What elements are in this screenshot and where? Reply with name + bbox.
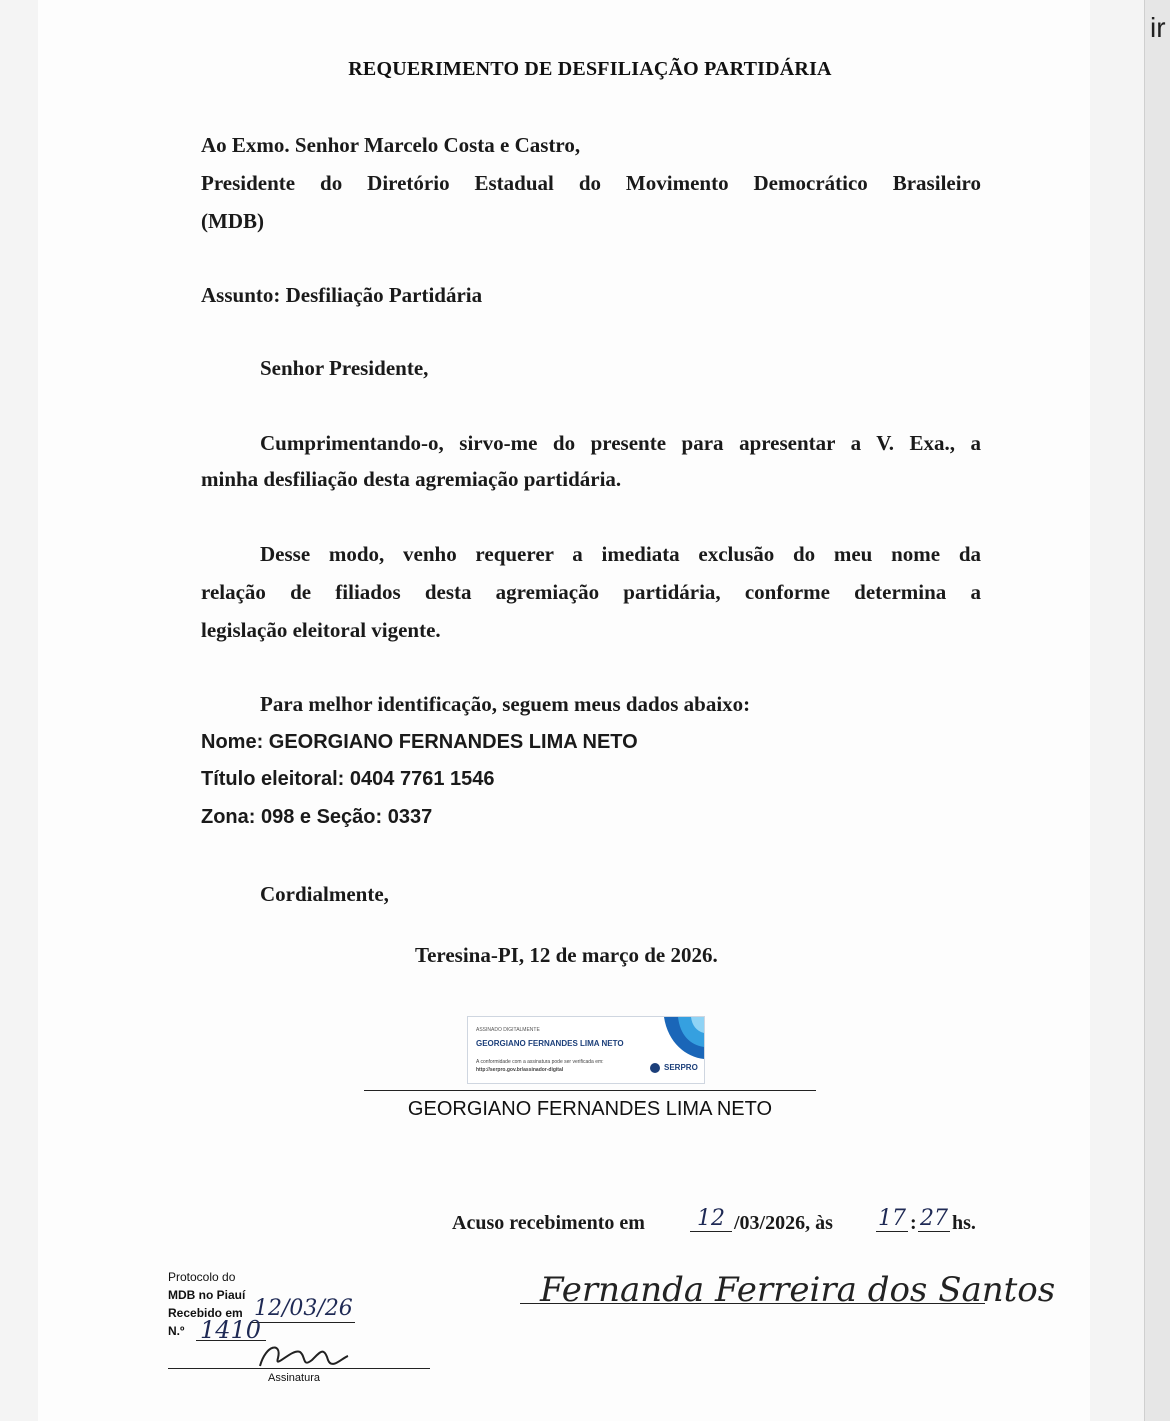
receipt-month-year: /03/2026, às — [734, 1212, 833, 1234]
stamp-date-line — [250, 1322, 355, 1323]
closing: Cordialmente, — [260, 882, 389, 906]
receipt-suffix: hs. — [952, 1212, 976, 1234]
paragraph-2-line-2: relação de filiados desta agremiação partidária, conforme determina a — [201, 580, 981, 604]
receipt-prefix: Acuso recebimento em — [452, 1212, 645, 1234]
stamp-line-1: Protocolo do — [168, 1270, 236, 1284]
data-zona-secao: Zona: 098 e Seção: 0337 — [201, 806, 433, 828]
serpro-brand: SERPRO — [664, 1063, 698, 1072]
subject-line: Assunto: Desfiliação Partidária — [201, 283, 483, 307]
serpro-logo-icon — [650, 1063, 660, 1073]
stamp-line-2: MDB no Piauí — [168, 1288, 246, 1302]
paragraph-1-line-2: minha desfiliação desta agremiação partidária. — [201, 467, 622, 491]
digital-signature-seal — [467, 1016, 705, 1084]
recipient-line-2: Presidente do Diretório Estadual do Movimento Democrático Brasileiro — [201, 171, 981, 195]
receipt-minute: 27 — [920, 1206, 948, 1231]
seal-label: ASSINADO DIGITALMENTE — [476, 1027, 540, 1033]
seal-verification-url: http://serpro.gov.br/assinador-digital — [476, 1067, 564, 1073]
paragraph-2-line-1: Desse modo, venho requerer a imediata exclusão do meu nome da — [260, 542, 981, 566]
adjacent-panel-edge — [1144, 0, 1170, 1421]
data-titulo-eleitoral: Título eleitoral: 0404 7761 1546 — [201, 768, 495, 790]
paragraph-1-line-1: Cumprimentando-o, sirvo-me do presente para apresentar a V. Exa., a — [260, 431, 981, 455]
receipt-hour: 17 — [878, 1206, 906, 1231]
salutation: Senhor Presidente, — [260, 356, 429, 380]
signer-name: GEORGIANO FERNANDES LIMA NETO — [407, 1098, 773, 1120]
stamp-signature-line — [168, 1368, 430, 1369]
stamp-number: 1410 — [200, 1316, 262, 1344]
receipt-colon: : — [910, 1212, 917, 1234]
receipt-day: 12 — [690, 1206, 732, 1232]
receiver-signature-line — [520, 1303, 985, 1304]
signature-line — [364, 1090, 816, 1091]
seal-signer-name: GEORGIANO FERNANDES LIMA NETO — [476, 1039, 624, 1048]
seal-wave-icon — [646, 1017, 704, 1059]
stamp-received-label: Recebido em — [168, 1306, 243, 1320]
stamp-received-date: 12/03/26 — [254, 1296, 353, 1321]
place-date: Teresina-PI, 12 de março de 2026. — [415, 943, 718, 967]
data-nome: Nome: GEORGIANO FERNANDES LIMA NETO — [201, 731, 638, 753]
recipient-line-1: Ao Exmo. Senhor Marcelo Costa e Castro, — [201, 133, 581, 157]
recipient-line-3: (MDB) — [201, 209, 264, 233]
paragraph-2-line-3: legislação eleitoral vigente. — [201, 618, 441, 642]
document-title: REQUERIMENTO DE DESFILIAÇÃO PARTIDÁRIA — [348, 58, 832, 80]
receiver-handwritten-signature: Fernanda Ferreira dos Santos — [540, 1270, 1056, 1310]
paragraph-3-intro: Para melhor identificação, seguem meus dados abaixo: — [260, 692, 751, 716]
stamp-number-label: N.º — [168, 1324, 185, 1338]
seal-verification-text: A conformidade com a assinatura pode ser verificada em: — [476, 1059, 604, 1065]
stamp-signature-label: Assinatura — [268, 1372, 320, 1384]
adjacent-panel-text: ir — [1150, 12, 1166, 43]
